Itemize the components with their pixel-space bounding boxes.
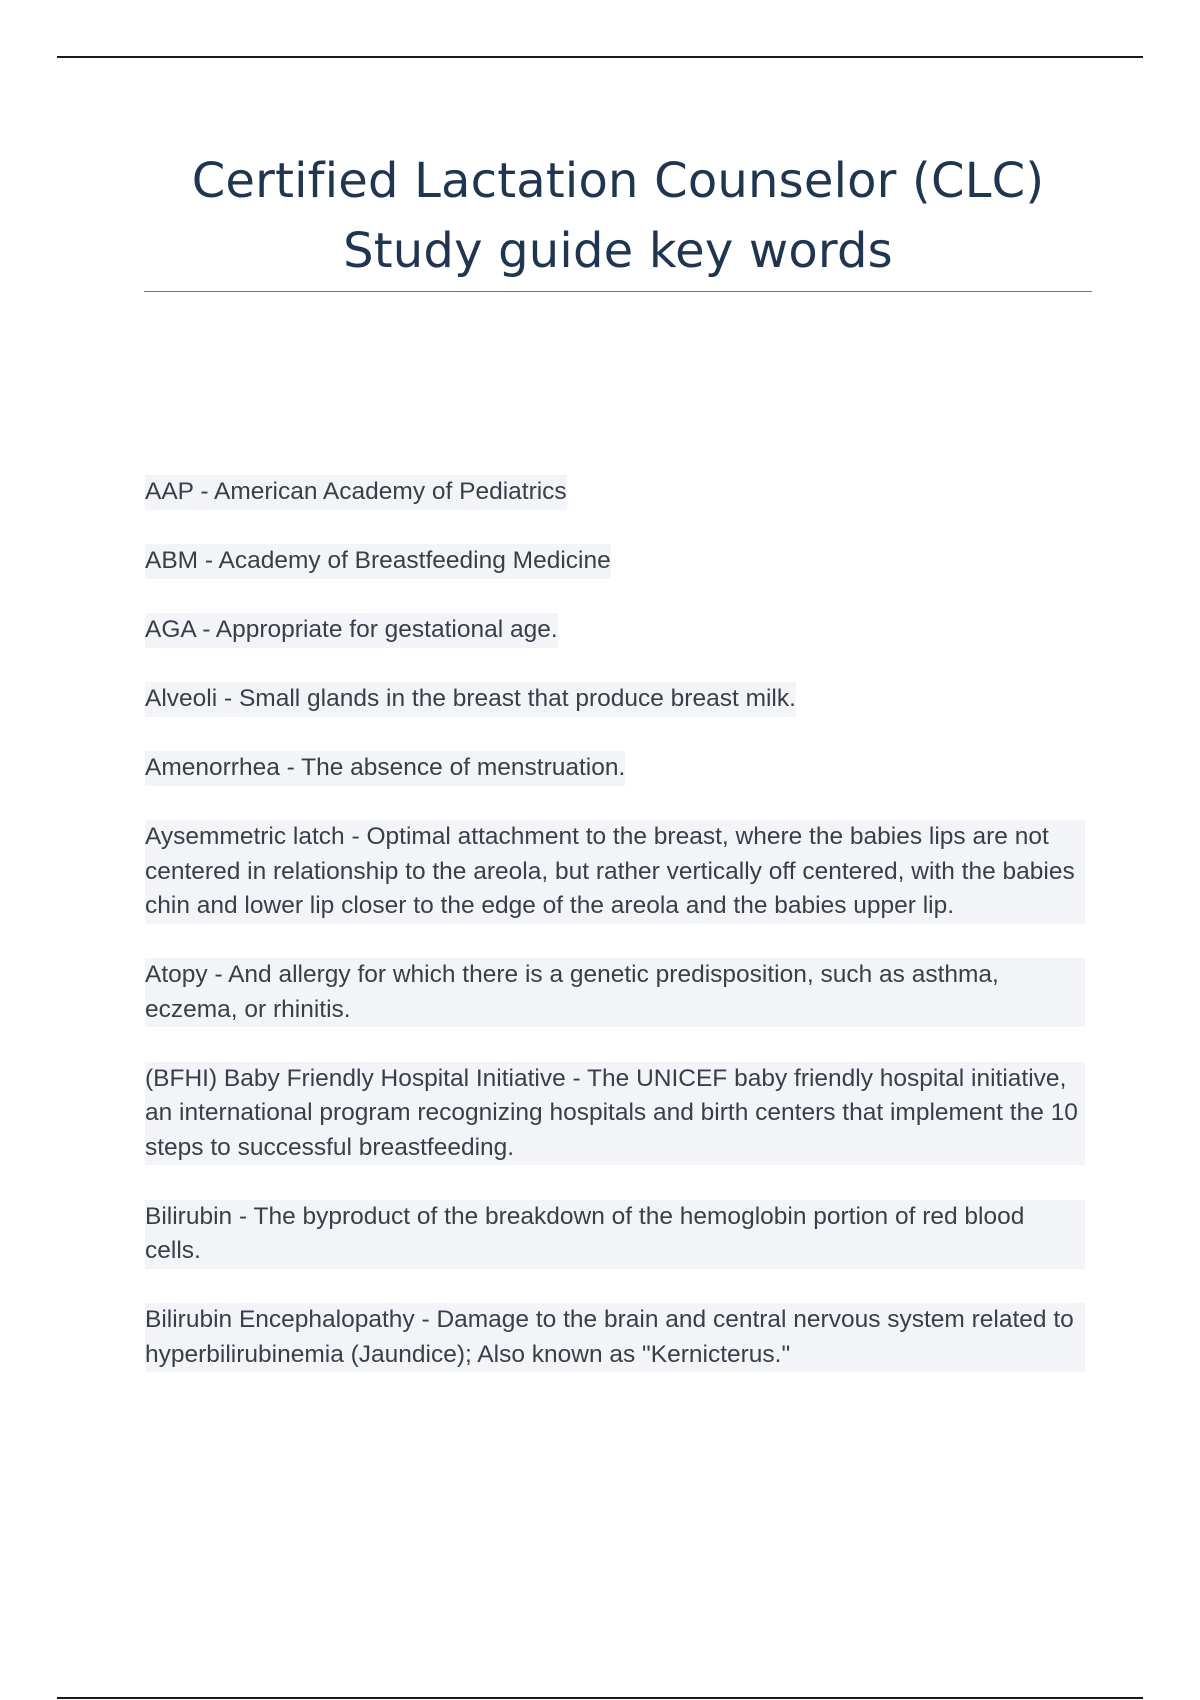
entry-bilirubin: Bilirubin - The byproduct of the breakdown of the hemoglobin portion of red blood cells. [145,1200,1085,1269]
title-underline [144,291,1092,292]
entry-aga: AGA - Appropriate for gestational age. [145,613,558,648]
entry-atopy: Atopy - And allergy for which there is a genetic predisposition, such as asthma, eczema, or rhinitis. [145,958,1085,1027]
entry-amenorrhea: Amenorrhea - The absence of menstruation. [145,751,625,786]
document-title [144,146,1092,286]
entry-asymmetric-latch: Aysemmetric latch - Optimal attachment to the breast, where the babies lips are not centered in relationship to the areola, but rather vertically off centered, with the babies chin and lower lip closer to the edge of the areola and the babies upper lip. [145,820,1085,924]
page-top-rule [57,56,1143,58]
title-line-1: Certified Lactation Counselor (CLC) [191,153,1045,209]
page-bottom-rule [57,1697,1143,1699]
entry-aap: AAP - American Academy of Pediatrics [145,475,567,510]
entry-bfhi: (BFHI) Baby Friendly Hospital Initiative - The UNICEF baby friendly hospital initiative, an international program recognizing hospitals and birth centers that implement the 10 steps to successful breastfeeding. [145,1062,1085,1166]
entry-alveoli: Alveoli - Small glands in the breast that produce breast milk. [145,682,796,717]
key-words-list [145,475,1085,1407]
entry-abm: ABM - Academy of Breastfeeding Medicine [145,544,611,579]
entry-bilirubin-encephalopathy: Bilirubin Encephalopathy - Damage to the brain and central nervous system related to hyperbilirubinemia (Jaundice); Also known as "Kernicterus." [145,1303,1085,1372]
title-line-2: Study guide key words [343,223,893,279]
